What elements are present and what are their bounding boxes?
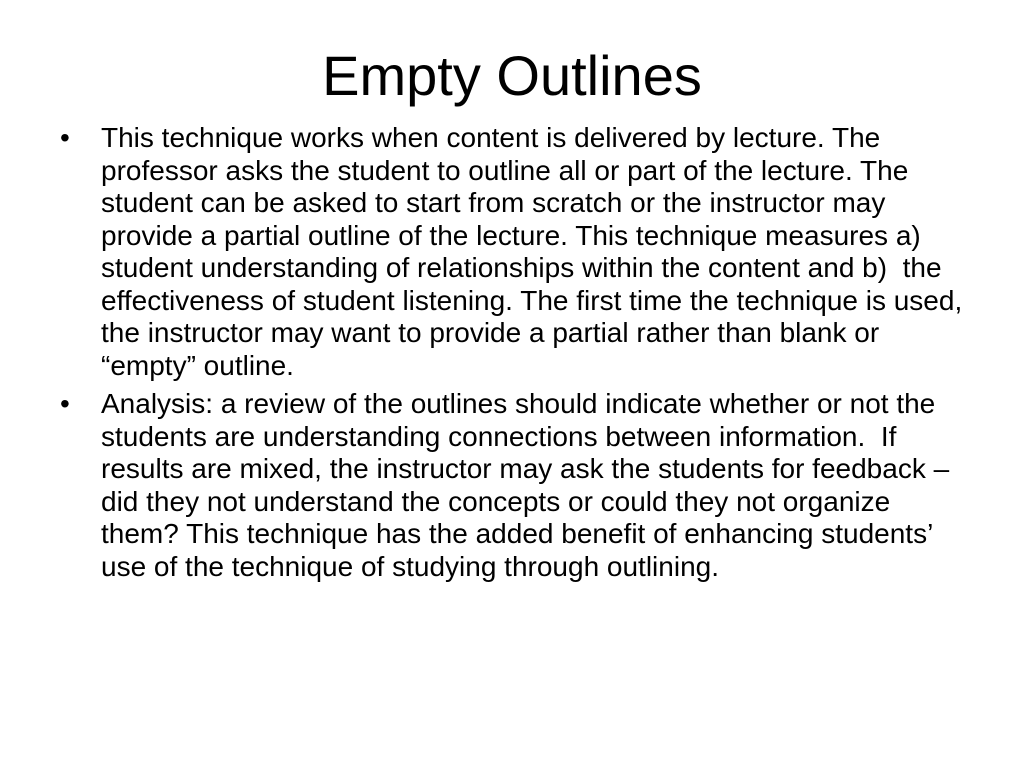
- bullet-text: This technique works when content is delivered by lecture. The professor asks the student to outline all or part of the lecture. The student can be asked to start from scratch or the instructor may provide a partial outline of the lecture. This technique measures a) student understanding of relationships within the content and b) the effectiveness of student listening. The first time the technique is used, the instructor may want to provide a partial rather than blank or “empty” outline.: [101, 122, 971, 381]
- bullet-icon: •: [60, 388, 70, 419]
- bullet-item-analysis: [60, 388, 965, 583]
- bullet-list: [60, 122, 971, 589]
- bullet-text: Analysis: a review of the outlines should indicate whether or not the students are understanding connections between information. If results are mixed, the instructor may ask the students for feedback – did they not understand the concepts or could they not organize them? This technique has the added benefit of enhancing students’ use of the technique of studying through outlining.: [101, 388, 957, 582]
- slide-title: Empty Outlines: [322, 44, 702, 107]
- bullet-item-technique: [60, 122, 971, 382]
- bullet-icon: •: [60, 122, 70, 153]
